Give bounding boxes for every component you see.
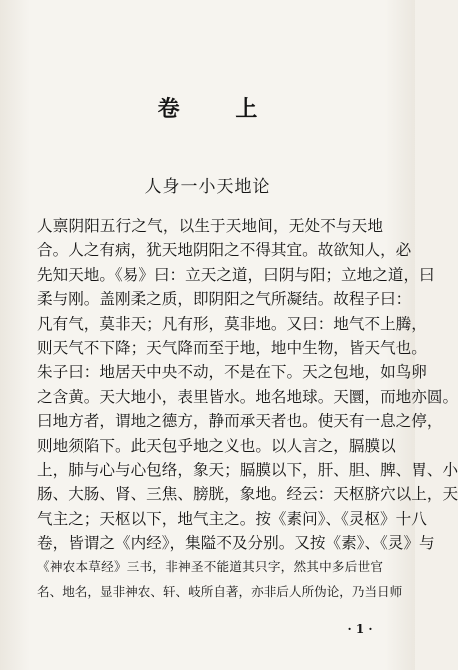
text-line: 则天气不下降；天气降而至于地，地中生物，皆天气也。 — [37, 338, 427, 357]
text-line: 名、地名，显非神农、轩、岐所自著，亦非后人所伪论，乃当日师 — [37, 583, 403, 599]
text-line: 人禀阴阳五行之气，以生于天地间，无处不与天地 — [37, 217, 383, 235]
text-line: 合。人之有病，犹天地阴阳之不得其宜。故欲知人，必 — [37, 241, 412, 260]
section-heading: 人身一小天地论 — [144, 177, 271, 197]
text-line: 之含黄。天大地小，表里皆水。地名地球。天圜，而地亦圆。 — [37, 387, 458, 406]
text-line: 朱子曰：地居天中央不动，不是在下。天之包地，如鸟卵 — [37, 363, 427, 382]
text-line: 卷，皆谓之《内经》，集隘不及分别。又按《素》、《灵》与 — [37, 534, 435, 553]
text-line: 曰地方者，谓地之德方，静而承天者也。使天有一息之停， — [37, 412, 443, 431]
text-line: 气主之；天枢以下，地气主之。按《素问》、《灵枢》十八 — [37, 509, 427, 528]
text-line: 《神农本草经》三书，非神圣不能道其只字，然其中多后世官 — [37, 559, 383, 575]
page-number: · 1 · — [347, 622, 373, 636]
text-line: 凡有气，莫非天；凡有形，莫非地。又曰：地气不上腾， — [37, 314, 427, 333]
volume-heading: 卷 上 — [157, 96, 282, 122]
text-line: 上，肺与心与心包络，象天；膈膜以下，肝、胆、脾、胃、小 — [37, 460, 458, 479]
body-text — [37, 214, 458, 604]
text-line: 则地须陷下。此天包乎地之义也。以人言之，膈膜以 — [37, 436, 396, 455]
text-line: 柔与刚。盖刚柔之质，即阴阳之气所凝结。故程子曰： — [37, 290, 412, 309]
text-line: 肠、大肠、肾、三焦、膀胱，象地。经云：天枢脐穴以上，天 — [37, 485, 458, 504]
text-line: 先知天地。《易》曰：立天之道，曰阴与阳；立地之道，曰 — [37, 265, 435, 284]
